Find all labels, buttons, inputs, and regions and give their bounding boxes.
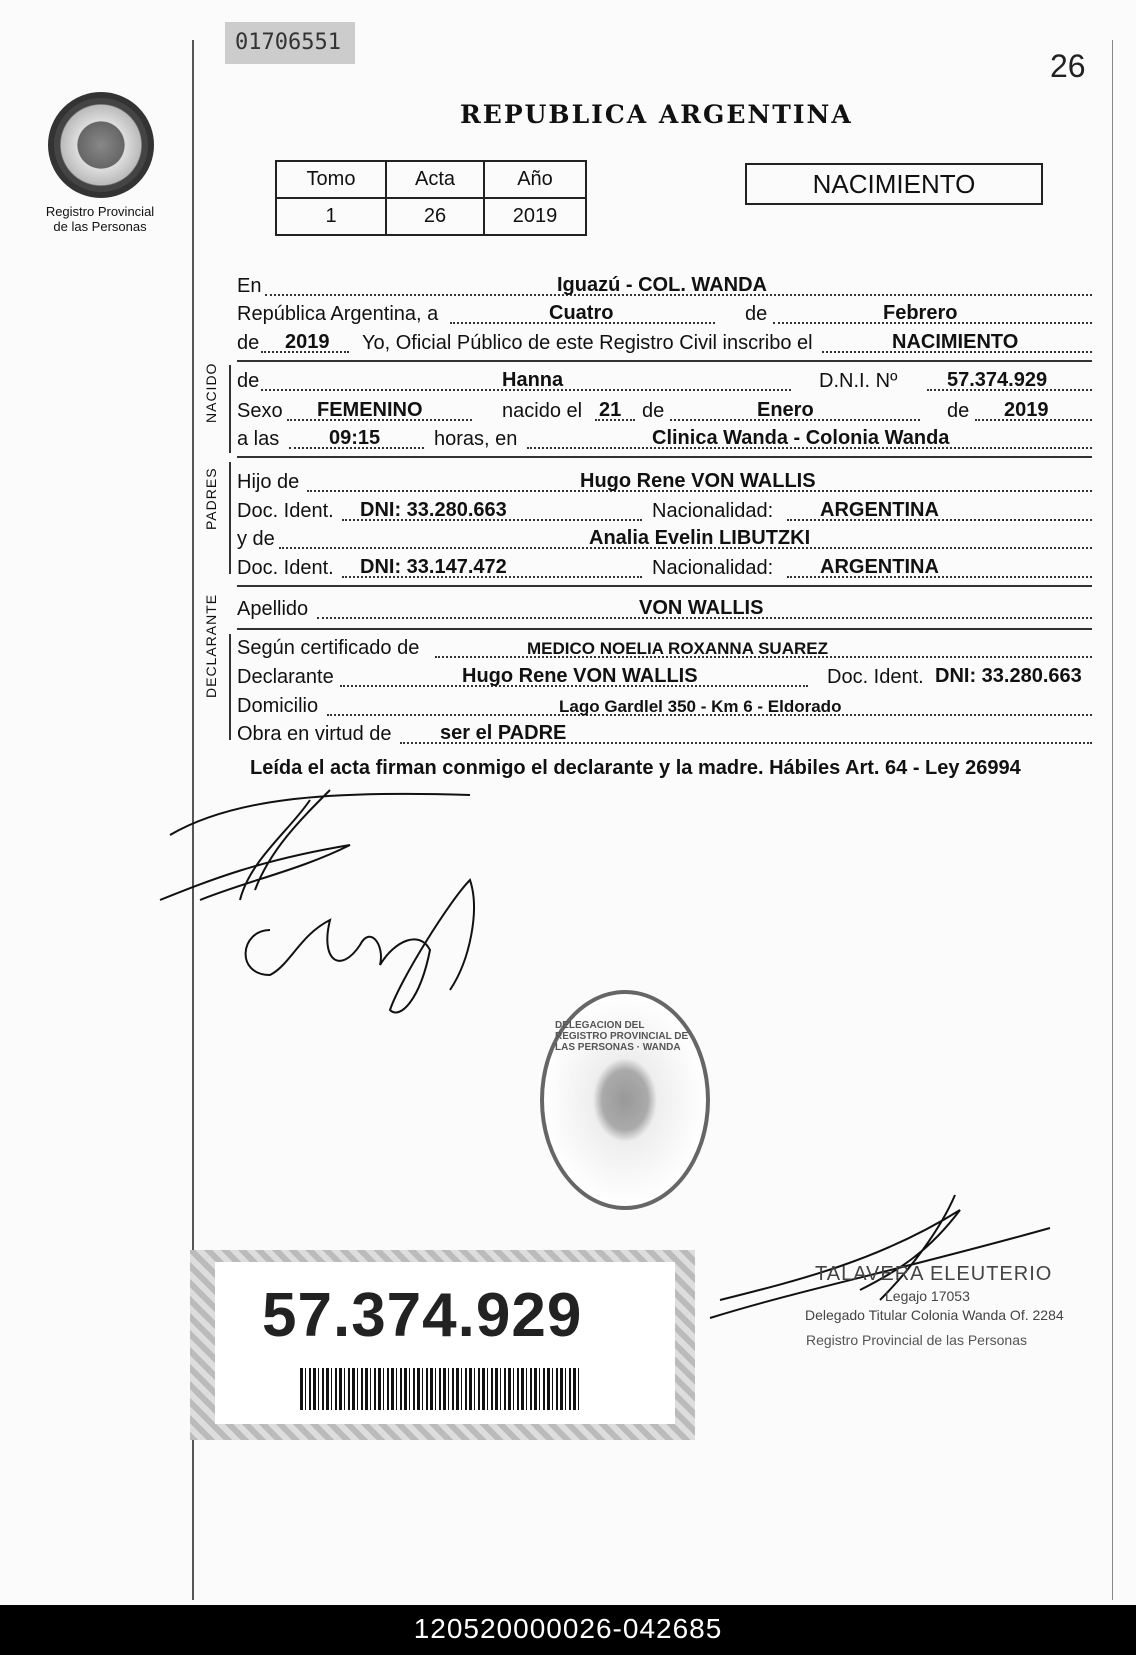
sex-value: FEMENINO [317,399,423,421]
row-father-doc: Doc. Ident. DNI: 33.280.663 Nacionalidad: ARGENTINA [237,495,1092,525]
official-position: Delegado Titular Colonia Wanda Of. 2284 [805,1307,1064,1323]
mother-doc-value: DNI: 33.147.472 [360,556,507,578]
day-value: Cuatro [549,302,614,324]
row-place: En Iguazú - COL. WANDA [237,270,1092,300]
footer-code: 120520000026-042685 [0,1605,1136,1655]
row-registration: de 2019 Yo, Oficial Público de este Registro Civil inscribo el NACIMIENTO [237,327,1092,357]
row-mother-doc: Doc. Ident. DNI: 33.147.472 Nacionalidad: ARGENTINA [237,552,1092,582]
birth-month-value: Enero [757,399,814,421]
registered-type-value: NACIMIENTO [892,331,1019,353]
row-address: Domicilio Lago Gardlel 350 - Km 6 - Eldorado [237,690,1092,720]
row-certificate: Según certificado de MEDICO NOELIA ROXANNA SUAREZ [237,632,1092,662]
row-newborn-sex: Sexo FEMENINO nacido el 21 de Enero de 2019 [237,395,1092,425]
value-tomo: 1 [276,198,386,235]
act-type-box: NACIMIENTO [745,163,1043,205]
newborn-dni-value: 57.374.929 [947,369,1048,391]
closing-statement: Leída el acta firman conmigo el declarante y la madre. Hábiles Art. 64 - Ley 26994 [250,757,1021,779]
year-value: 2019 [285,331,330,353]
row-surname: Apellido VON WALLIS [237,593,1092,623]
section-padres-label: PADRES [203,467,219,530]
header-anio: Año [484,161,586,198]
place-value: Iguazú - COL. WANDA [557,274,767,296]
page-title: REPUBLICA ARGENTINA [460,100,853,129]
declarant-doc-value: DNI: 33.280.663 [935,665,1082,687]
header-tomo: Tomo [276,161,386,198]
section-nacido-label: NACIDO [203,362,219,423]
stamp-text: DELEGACION DEL REGISTRO PROVINCIAL DE LAS PERSONAS · WANDA [555,1020,689,1053]
father-doc-value: DNI: 33.280.663 [360,499,507,521]
page-number: 26 [1050,48,1086,84]
registry-label-line-2: de las Personas [53,219,147,234]
row-declarant: Declarante Hugo Rene VON WALLIS Doc. Ident. DNI: 33.280.663 [237,665,1082,688]
official-legajo: Legajo 17053 [885,1288,970,1304]
header-acta: Acta [386,161,484,198]
birth-day-value: 21 [599,399,622,421]
mother-name-value: Analia Evelin LIBUTZKI [589,527,811,549]
serial-number: 01706551 [225,22,355,64]
row-newborn-time: a las 09:15 horas, en Clinica Wanda - Colonia Wanda [237,423,1092,453]
declarant-signature [160,790,470,900]
birth-place-value: Clinica Wanda - Colonia Wanda [652,427,950,449]
mother-signature [246,880,474,1013]
surname-value: VON WALLIS [639,597,764,619]
row-capacity: Obra en virtud de ser el PADRE [237,718,1092,748]
section-declarante-label: DECLARANTE [203,593,219,698]
row-date: República Argentina, a Cuatro de Febrero [237,298,1092,328]
father-name-value: Hugo Rene VON WALLIS [580,470,816,492]
address-value: Lago Gardlel 350 - Km 6 - Eldorado [559,697,842,716]
row-father-name: Hijo de Hugo Rene VON WALLIS [237,466,1092,496]
mother-nationality-value: ARGENTINA [820,556,939,578]
capacity-value: ser el PADRE [440,722,567,744]
official-name: TALAVERA ELEUTERIO [815,1263,1053,1285]
birth-year-value: 2019 [1004,399,1049,421]
value-anio: 2019 [484,198,586,235]
father-nationality-value: ARGENTINA [820,499,939,521]
month-value: Febrero [883,302,958,324]
official-signature [710,1195,1053,1318]
declarant-name-value: Hugo Rene VON WALLIS [462,665,698,687]
certificate-value: MEDICO NOELIA ROXANNA SUAREZ [527,639,828,658]
dni-plate-number: 57.374.929 [262,1281,583,1350]
time-value: 09:15 [329,427,381,449]
newborn-name-value: Hanna [502,369,564,391]
official-registry: Registro Provincial de las Personas [806,1332,1027,1348]
barcode-icon [300,1368,580,1410]
value-acta: 26 [386,198,484,235]
row-newborn-name: de Hanna D.N.I. Nº 57.374.929 [237,365,1092,395]
registry-label-line-1: Registro Provincial [45,204,155,219]
row-mother-name: y de Analia Evelin LIBUTZKI [237,523,1092,553]
